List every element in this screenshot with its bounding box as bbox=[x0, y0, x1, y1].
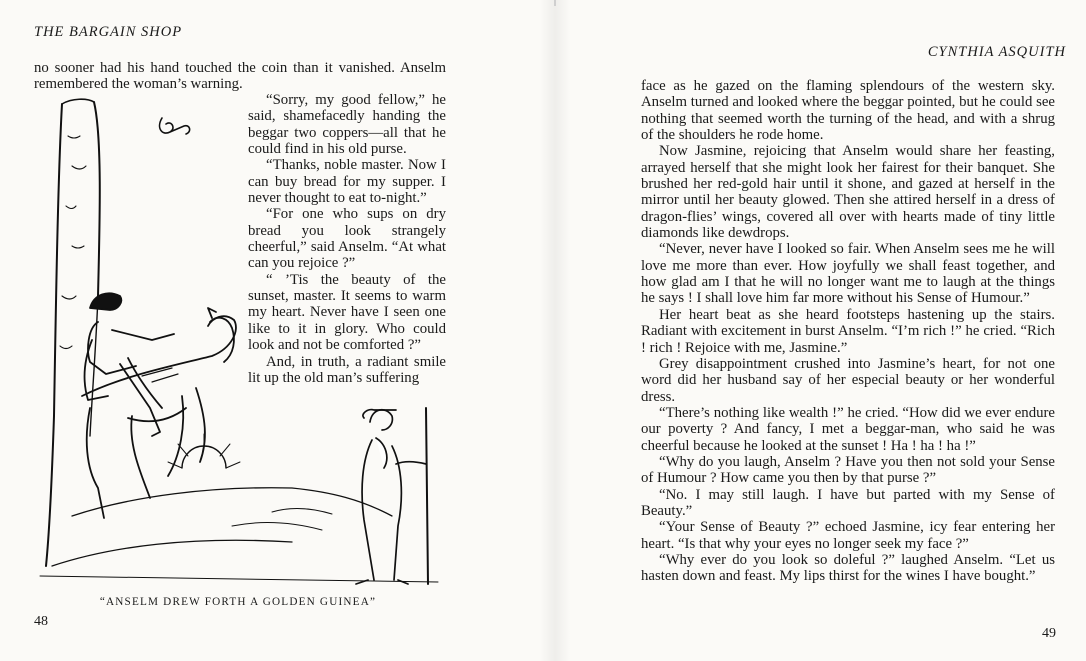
running-head-right: CYNTHIA ASQUITH bbox=[927, 44, 1066, 60]
paragraph: “ ’Tis the beauty of the sunset, master. It seems to warm my heart. Never have I seen one like to it in glory. Who could look and not be comforted ?” bbox=[248, 271, 446, 354]
paragraph: “Why do you laugh, Anselm ? Have you then not sold your Sense of Humour ? How came you then by that purse ?” bbox=[641, 453, 1055, 487]
left-opening-text bbox=[34, 60, 446, 93]
running-head-left: THE BARGAIN SHOP bbox=[34, 24, 183, 40]
paragraph: no sooner had his hand touched the coin than it vanished. Anselm remembered the woman’s warning. bbox=[34, 60, 446, 93]
paragraph: Grey disappointment crushed into Jasmine’s heart, for not one word did her husband say of her especial beauty or her wonderful dress. bbox=[641, 355, 1055, 405]
left-column-text bbox=[248, 92, 446, 386]
paragraph: face as he gazed on the flaming splendours of the western sky. Anselm turned and looked where the beggar pointed, but he could see nothing that seemed worth the turning of the head, and with a shrug of the shoulders he rode home. bbox=[641, 78, 1055, 144]
paragraph: “For one who sups on dry bread you look strangely cheerful,” said Anselm. “At what can you rejoice ?” bbox=[248, 206, 446, 272]
right-body-text bbox=[641, 78, 1055, 585]
paragraph: “Thanks, noble master. Now I can buy bread for my supper. I never thought to eat to-night.” bbox=[248, 157, 446, 207]
paragraph: “Your Sense of Beauty ?” echoed Jasmine, icy fear entering her heart. “Is that why your eyes no longer seek my face ?” bbox=[641, 519, 1055, 552]
paragraph: “Never, never have I looked so fair. When Anselm sees me he will love me more than ever. How joyfully we shall feast together, and how glad am I that he will no longer want me to laugh at the things he says ! I shall love him far more without his Sense of Humour.” bbox=[641, 241, 1055, 307]
paragraph: Now Jasmine, rejoicing that Anselm would share her feasting, arrayed herself that she might look her fairest for their banquet. She brushed her red-gold hair until it shone, and gazed at herself in the mirror until her beauty glowed. Then she attired herself in a dress of dragon-flies’ wings, covered all over with hearts made of tiny little diamonds like dewdrops. bbox=[641, 143, 1055, 242]
paragraph: And, in truth, a radiant smile lit up the old man’s suffering bbox=[248, 353, 446, 386]
paragraph: “No. I may still laugh. I have but parted with my Sense of Beauty.” bbox=[641, 486, 1055, 519]
book-gutter bbox=[540, 0, 570, 661]
paragraph: “There’s nothing like wealth !” he cried. “How did we ever endure our poverty ? And fancy, I met a beggar-man, who said he was cheerful because he looked at the sunset ! Ha ! ha ! ha !” bbox=[641, 404, 1055, 454]
paragraph: “Why ever do you look so doleful ?” laughed Anselm. “Let us hasten down and feast. My lips thirst for the wines I have bought.” bbox=[641, 551, 1055, 585]
left-page bbox=[0, 0, 470, 661]
paragraph: Her heart beat as she heard footsteps hastening up the stairs. Radiant with excitement in burst Anselm. “I’m rich !” he cried. “Rich ! rich ! Rejoice with me, Jasmine.” bbox=[641, 306, 1055, 356]
paragraph: “Sorry, my good fellow,” he said, shamefacedly handing the beggar two coppers—all that he could find in his old purse. bbox=[248, 92, 446, 158]
illustration-caption: “ANSELM DREW FORTH A GOLDEN GUINEA” bbox=[99, 596, 377, 608]
page-number-left: 48 bbox=[34, 614, 48, 629]
page-number-right: 49 bbox=[1042, 626, 1056, 641]
